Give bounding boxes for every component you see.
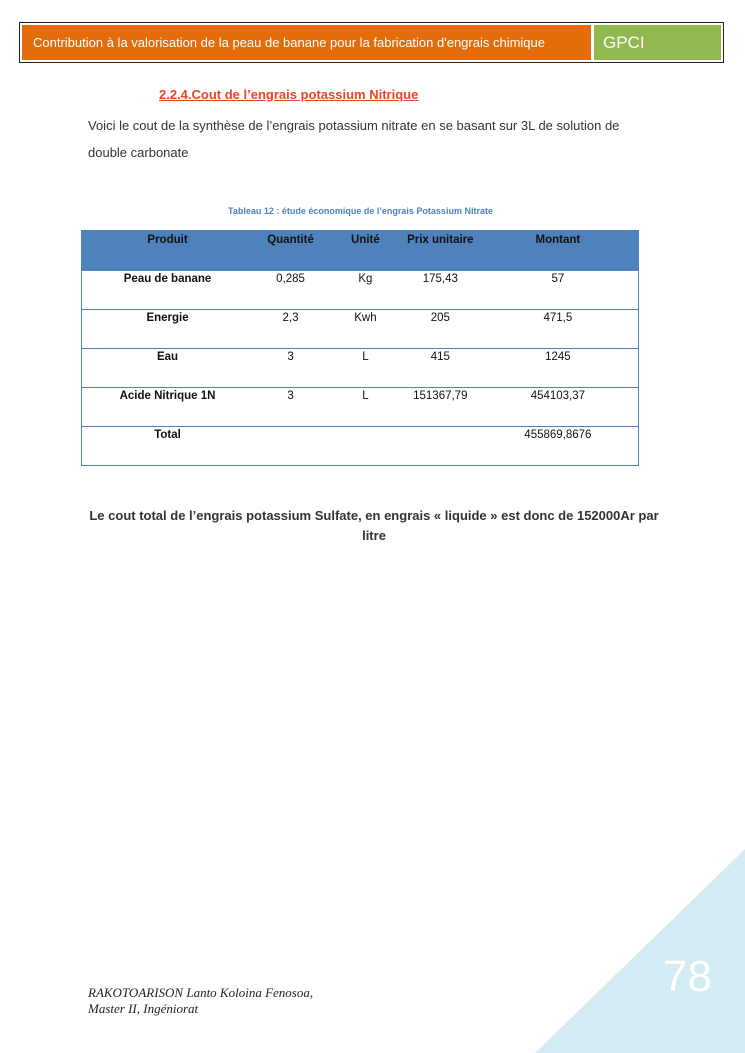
conclusion-text: Le cout total de l’engrais potassium Sulfate, en engrais « liquide » est donc de 152000Ar par litre — [89, 508, 659, 543]
cell-unite: Kg — [328, 271, 403, 310]
table-total-row — [82, 427, 639, 466]
cell-produit: Acide Nitrique 1N — [82, 388, 254, 427]
cell-produit: Energie — [82, 310, 254, 349]
header-produit: Produit — [82, 231, 254, 272]
table-row — [82, 388, 639, 427]
cell-unite — [328, 427, 403, 466]
header-unite: Unité — [328, 231, 403, 272]
cell-prix: 151367,79 — [403, 388, 478, 427]
table-header-row — [82, 231, 639, 272]
intro-paragraph: Voici le cout de la synthèse de l’engrais potassium nitrate en se basant sur 3L de solution de double carbonate — [88, 118, 620, 160]
cost-table — [81, 230, 639, 466]
cell-quantite — [253, 427, 328, 466]
footer — [88, 985, 313, 1017]
cell-prix: 415 — [403, 349, 478, 388]
table-caption: Tableau 12 : étude économique de l’engrais Potassium Nitrate — [228, 206, 493, 216]
cell-montant: 455869,8676 — [478, 427, 639, 466]
cell-prix: 175,43 — [403, 271, 478, 310]
corner-decoration — [535, 849, 745, 1053]
header-prix: Prix unitaire — [403, 231, 478, 272]
table-row — [82, 271, 639, 310]
cell-unite: Kwh — [328, 310, 403, 349]
cell-prix — [403, 427, 478, 466]
header-badge: GPCI — [594, 25, 721, 60]
cell-unite: L — [328, 388, 403, 427]
header-montant: Montant — [478, 231, 639, 272]
cell-quantite: 3 — [253, 349, 328, 388]
section-heading: 2.2.4.Cout de l’engrais potassium Nitrique — [159, 87, 419, 102]
cell-produit: Peau de banane — [82, 271, 254, 310]
cell-quantite: 0,285 — [253, 271, 328, 310]
page-number: 78 — [663, 952, 712, 1001]
header-title: Contribution à la valorisation de la peau de banane pour la fabrication d'engrais chimique — [22, 25, 591, 60]
footer-degree: Master II, Ingéniorat — [88, 1001, 199, 1016]
cell-produit: Total — [82, 427, 254, 466]
cell-unite: L — [328, 349, 403, 388]
cell-produit: Eau — [82, 349, 254, 388]
table-row — [82, 310, 639, 349]
cell-quantite: 2,3 — [253, 310, 328, 349]
header-quantite: Quantité — [253, 231, 328, 272]
cell-montant: 57 — [478, 271, 639, 310]
corner-triangle — [535, 849, 745, 1053]
footer-author: RAKOTOARISON Lanto Koloina Fenosoa, — [88, 985, 314, 1000]
page-header — [19, 22, 724, 63]
cell-prix: 205 — [403, 310, 478, 349]
cell-quantite: 3 — [253, 388, 328, 427]
cell-montant: 1245 — [478, 349, 639, 388]
cell-montant: 471,5 — [478, 310, 639, 349]
cell-montant: 454103,37 — [478, 388, 639, 427]
table-row — [82, 349, 639, 388]
